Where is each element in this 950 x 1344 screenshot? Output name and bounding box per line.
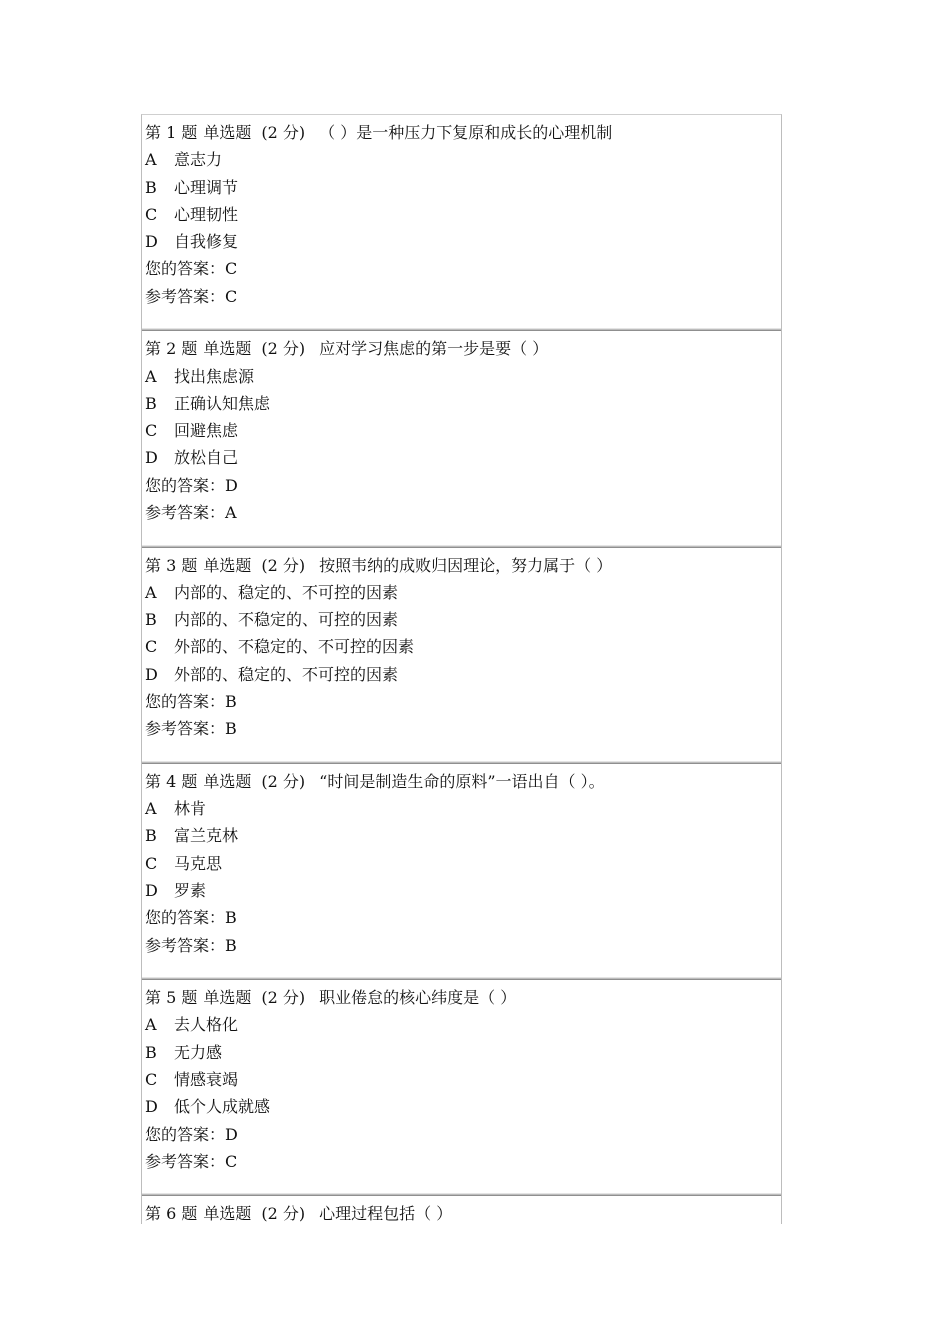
- reference-answer: 参考答案：B: [145, 935, 237, 955]
- option-text: 外部的、稳定的、不可控的因素: [174, 664, 399, 684]
- option-a: [145, 795, 781, 822]
- question-type: 单选题: [203, 1204, 252, 1224]
- question-number: 第 3 题: [145, 555, 198, 575]
- question-score: (2 分): [261, 555, 306, 575]
- reference-answer: 参考答案：A: [145, 503, 237, 523]
- quiz-result-sheet: [141, 114, 782, 1224]
- question-score: (2 分): [261, 1204, 306, 1224]
- option-letter: C: [145, 637, 158, 657]
- question-type: 单选题: [203, 555, 252, 575]
- option-d: [145, 228, 781, 255]
- option-letter: B: [145, 826, 157, 846]
- question-type: 单选题: [203, 771, 252, 791]
- option-text: 外部的、不稳定的、不可控的因素: [174, 637, 415, 657]
- option-b: [145, 1039, 781, 1066]
- question-type: 单选题: [203, 988, 252, 1008]
- question-number: 第 5 题: [145, 988, 198, 1008]
- option-text: 内部的、不稳定的、可控的因素: [174, 610, 399, 630]
- option-text: 林肯: [174, 799, 207, 819]
- option-d: [145, 1093, 781, 1120]
- option-text: 放松自己: [174, 448, 239, 468]
- option-letter: B: [145, 177, 157, 197]
- reference-answer: 参考答案：C: [145, 1151, 238, 1171]
- option-letter: A: [145, 366, 157, 386]
- option-a: [145, 579, 781, 606]
- option-letter: D: [145, 448, 158, 468]
- option-letter: B: [145, 1042, 157, 1062]
- question-stem: 心理过程包括（ ）: [319, 1204, 453, 1224]
- option-letter: C: [145, 421, 158, 441]
- question-block-1: [142, 115, 781, 331]
- option-text: 低个人成就感: [174, 1097, 271, 1117]
- question-block-3: [142, 548, 781, 764]
- option-c: [145, 201, 781, 228]
- option-letter: A: [145, 799, 157, 819]
- question-header: [145, 768, 781, 795]
- question-block-5: [142, 980, 781, 1196]
- question-block-6: [142, 1196, 781, 1224]
- option-text: 富兰克林: [174, 826, 239, 846]
- option-letter: D: [145, 1097, 158, 1117]
- question-number: 第 6 题: [145, 1204, 198, 1224]
- option-a: [145, 1011, 781, 1038]
- option-a: [145, 146, 781, 173]
- option-text: 自我修复: [174, 232, 239, 252]
- question-header: [145, 984, 781, 1011]
- option-b: [145, 606, 781, 633]
- option-text: 去人格化: [174, 1015, 239, 1035]
- question-number: 第 4 题: [145, 771, 198, 791]
- question-stem: 职业倦怠的核心纬度是（ ）: [319, 988, 517, 1008]
- option-letter: C: [145, 204, 158, 224]
- option-letter: B: [145, 393, 157, 413]
- option-b: [145, 174, 781, 201]
- your-answer: 您的答案：B: [145, 908, 237, 928]
- option-letter: D: [145, 881, 158, 901]
- option-c: [145, 850, 781, 877]
- option-text: 罗素: [174, 881, 207, 901]
- question-score: (2 分): [261, 771, 306, 791]
- option-text: 正确认知焦虑: [174, 393, 271, 413]
- option-letter: A: [145, 150, 157, 170]
- question-number: 第 1 题: [145, 123, 198, 142]
- option-text: 马克思: [174, 853, 223, 873]
- option-letter: B: [145, 610, 157, 630]
- question-stem: 按照韦纳的成败归因理论，努力属于（ ）: [319, 555, 613, 575]
- your-answer: 您的答案：B: [145, 692, 237, 712]
- question-score: (2 分): [261, 123, 306, 142]
- option-b: [145, 390, 781, 417]
- question-stem: 应对学习焦虑的第一步是要（ ）: [319, 339, 549, 359]
- option-text: 心理调节: [174, 177, 239, 197]
- your-answer: 您的答案：D: [145, 1124, 238, 1144]
- your-answer: 您的答案：D: [145, 475, 238, 495]
- option-text: 情感衰竭: [174, 1070, 239, 1090]
- option-letter: A: [145, 582, 157, 602]
- question-header: [145, 552, 781, 579]
- question-stem: （ ）是一种压力下复原和成长的心理机制: [319, 123, 613, 142]
- question-score: (2 分): [261, 988, 306, 1008]
- option-d: [145, 661, 781, 688]
- option-text: 意志力: [174, 150, 223, 170]
- option-text: 回避焦虑: [174, 421, 239, 441]
- option-b: [145, 822, 781, 849]
- question-stem: “时间是制造生命的原料”一语出自（ ）。: [319, 771, 605, 791]
- option-text: 内部的、稳定的、不可控的因素: [174, 582, 399, 602]
- option-a: [145, 363, 781, 390]
- option-letter: A: [145, 1015, 157, 1035]
- question-header: [145, 1200, 781, 1224]
- option-letter: C: [145, 853, 158, 873]
- question-type: 单选题: [203, 339, 252, 359]
- reference-answer: 参考答案：C: [145, 286, 238, 306]
- question-block-4: [142, 764, 781, 980]
- option-letter: C: [145, 1070, 158, 1090]
- option-text: 心理韧性: [174, 204, 239, 224]
- question-type: 单选题: [203, 123, 252, 142]
- question-header: [145, 119, 781, 146]
- option-letter: D: [145, 664, 158, 684]
- question-header: [145, 335, 781, 362]
- reference-answer: 参考答案：B: [145, 719, 237, 739]
- option-c: [145, 633, 781, 660]
- option-letter: D: [145, 232, 158, 252]
- option-text: 无力感: [174, 1042, 223, 1062]
- your-answer: 您的答案：C: [145, 259, 238, 279]
- option-d: [145, 444, 781, 471]
- option-d: [145, 877, 781, 904]
- question-number: 第 2 题: [145, 339, 198, 359]
- question-block-2: [142, 331, 781, 547]
- option-text: 找出焦虑源: [174, 366, 255, 386]
- option-c: [145, 1066, 781, 1093]
- question-score: (2 分): [261, 339, 306, 359]
- option-c: [145, 417, 781, 444]
